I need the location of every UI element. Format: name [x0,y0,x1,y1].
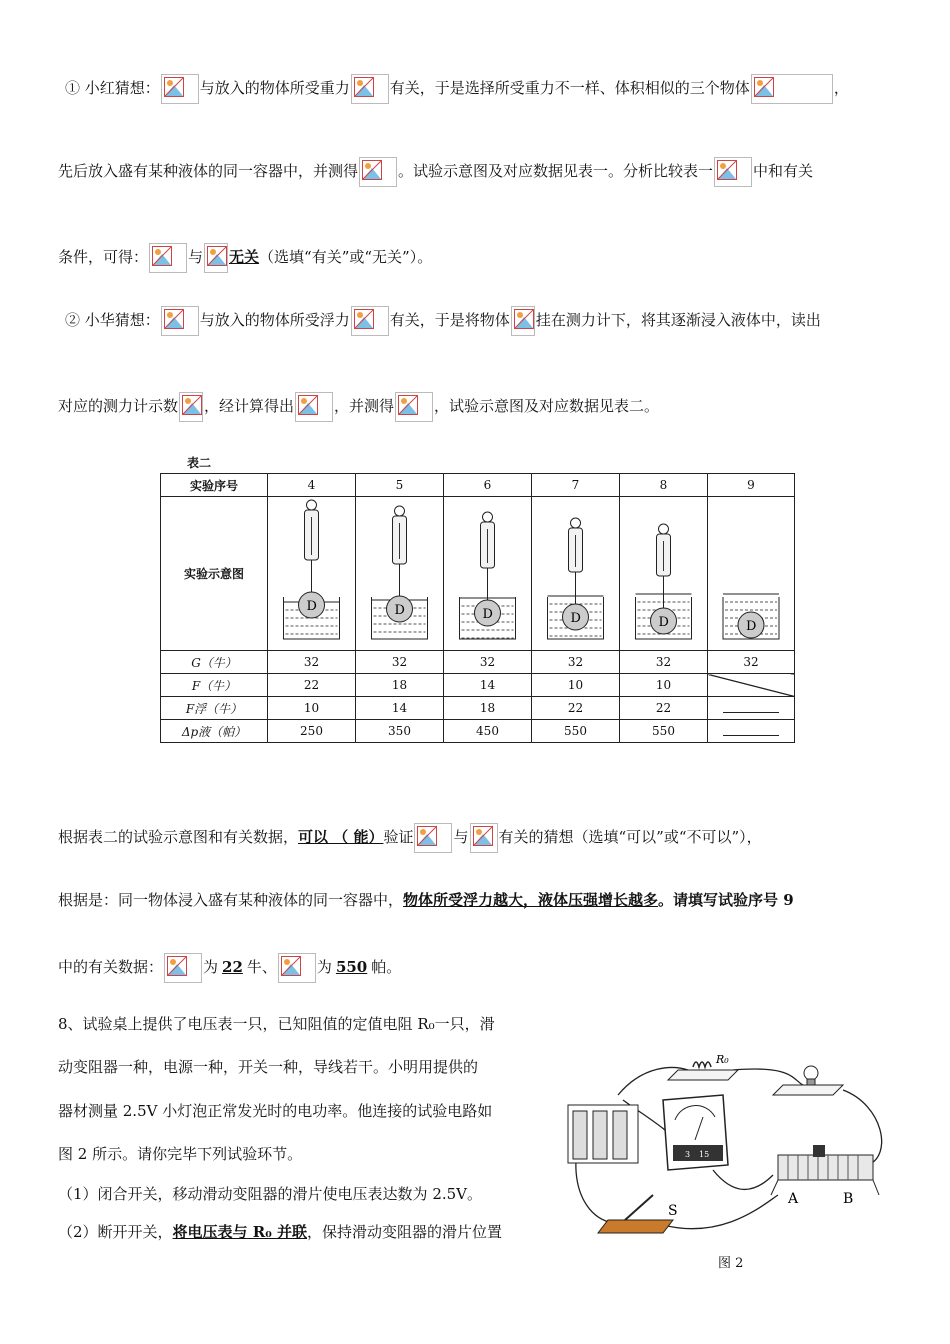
text: 与 [453,828,469,846]
spring-scale-diagram [268,497,355,647]
table-row-label: 实验示意图 [161,497,268,651]
q8-line [58,1221,502,1243]
q8-line: （1）闭合开关，移动滑动变阻器的滑片使电压表达数为 2.5V。 [58,1185,483,1203]
table-cell: 32 [532,651,620,674]
text: ② 小华猜想： [65,311,160,329]
text: 与放入的物体所受重力 [199,79,350,97]
image-placeholder-icon [161,74,199,104]
text: 根据是：同一物体浸入盛有某种液体的同一容器中， [58,891,404,909]
experiment-diagram [708,497,795,651]
experiment-diagram [268,497,356,651]
image-placeholder-icon [164,953,202,983]
table-cell: 14 [444,674,532,697]
table-col-header: 9 [708,474,795,497]
ball-d-label: D [570,611,581,626]
image-placeholder-icon [395,392,433,422]
voltmeter-3-label: 3 [685,1150,691,1159]
image-placeholder-icon [751,74,833,104]
text: 为 [316,958,332,976]
text: 有关，于是将物体 [389,311,510,329]
text: 与 [188,248,204,266]
table-row-label: G（牛） [161,651,268,674]
table-col-header: 4 [268,474,356,497]
spring-scale-diagram [356,497,443,647]
experiment-diagram [356,497,444,651]
image-placeholder-icon [149,243,187,273]
text: 验证 [383,828,414,846]
image-placeholder-icon [278,953,316,983]
answer-text: 无关 [229,248,260,266]
answer-text: 将电压表与 R₀ 并联 [172,1223,308,1241]
table-row-label: Δp液（帕） [161,720,268,743]
table-cell-blank [708,720,795,743]
image-placeholder-icon [351,306,389,336]
image-placeholder-icon [161,306,199,336]
table-cell: 10 [268,697,356,720]
answer-text: 550 [335,958,368,976]
table-header-row [161,474,795,497]
para-line-2 [58,157,813,187]
text: ， [833,79,849,97]
answer-text: 可以 （ 能） [298,828,384,846]
text: ，保持滑动变阻器的滑片位置 [307,1223,503,1241]
image-placeholder-icon [359,157,397,187]
image-placeholder-icon [714,157,752,187]
table-col-header: 6 [444,474,532,497]
text: （2）断开开关， [58,1223,173,1241]
q8-line: 动变阻器一种，电源一种，开关一种，导线若干。小明用提供的 [58,1058,479,1076]
image-placeholder-icon [414,823,452,853]
table-cell: 350 [356,720,444,743]
ball-d-label: D [482,607,493,622]
table-col-header: 8 [620,474,708,497]
experiment-diagram [620,497,708,651]
table-row [161,720,795,743]
table-cell: 250 [268,720,356,743]
spring-scale-diagram [532,497,619,647]
voltmeter-15-label: 15 [699,1150,710,1159]
answer-text: 物体所受浮力越大，液体压强增长越多 [403,891,659,909]
ball-d-label: D [306,599,317,614]
image-placeholder-icon [295,392,333,422]
para-line-3 [58,243,432,273]
experiment-diagram [532,497,620,651]
text: 根据表二的试验示意图和有关数据， [58,828,299,846]
para-line-6 [58,823,762,853]
image-placeholder-icon [351,74,389,104]
table-row [161,674,795,697]
table-col-header: 7 [532,474,620,497]
table-cell: 22 [268,674,356,697]
text: 先后放入盛有某种液体的同一容器中，并测得 [58,162,359,180]
text: 对应的测力计示数 [58,397,179,415]
terminal-a-label: A [788,1191,799,1207]
text: 为 [203,958,219,976]
table-cell: 550 [532,720,620,743]
switch-s-label: S [668,1203,678,1219]
table-cell: 22 [532,697,620,720]
ball-d-label: D [746,619,757,634]
image-placeholder-icon [511,306,535,336]
ball-d-label: D [394,603,405,618]
spring-scale-diagram [444,497,531,647]
table-row-label: F（牛） [161,674,268,697]
text: 挂在测力计下，将其逐渐浸入液体中，读出 [535,311,821,329]
table-cell: 32 [268,651,356,674]
table-cell: 18 [356,674,444,697]
table-cell-blank [708,697,795,720]
table-header-label: 实验序号 [161,474,268,497]
table-col-header: 5 [356,474,444,497]
table-row [161,697,795,720]
q8-line: 图 2 所示。请你完毕下列试验环节。 [58,1145,303,1163]
image-placeholder-icon [179,392,203,422]
text: 帕。 [371,958,402,976]
table-cell: 10 [532,674,620,697]
q8-line: 8、试验桌上提供了电压表一只，已知阻值的定值电阻 R₀一只，滑 [58,1015,495,1033]
figure-caption: 图 2 [718,1256,744,1271]
text: 有关的猜想（选填“可以”或“不可以”）， [498,828,762,846]
table-cell: 10 [620,674,708,697]
text: （选填“有关”或“无关”）。 [259,248,433,266]
table-cell: 18 [444,697,532,720]
para-line-8 [58,953,401,983]
sunk-ball-diagram [708,497,794,647]
ball-d-label: D [658,615,669,630]
table-row [161,651,795,674]
para-line-1 [65,74,849,104]
text: 中的有关数据： [58,958,164,976]
table-cell: 22 [620,697,708,720]
para-line-5 [58,392,659,422]
text: ，并测得 [334,397,395,415]
table-row-label: F浮（牛） [161,697,268,720]
image-placeholder-icon [204,243,228,273]
table-cell: 32 [708,651,795,674]
text: 与放入的物体所受浮力 [199,311,350,329]
table-cell-diagonal [708,674,795,697]
text: 有关，于是选择所受重力不一样、体积相似的三个物体 [389,79,750,97]
table-diagram-row [161,497,795,651]
text: ，试验示意图及对应数据见表二。 [434,397,660,415]
q8-line: 器材测量 2.5V 小灯泡正常发光时的电功率。他连接的试验电路如 [58,1102,493,1120]
text: 条件，可得： [58,248,149,266]
table-caption: 表二 [187,456,212,470]
text: ，经计算得出 [204,397,295,415]
table-cell: 32 [356,651,444,674]
table-cell: 14 [356,697,444,720]
text: 牛、 [246,958,277,976]
experiment-diagram [444,497,532,651]
data-table [160,473,795,743]
text: 。试验示意图及对应数据见表一。分析比较表一 [398,162,714,180]
answer-text: 22 [222,958,243,976]
terminal-b-label: B [843,1191,854,1207]
para-line-7 [58,889,794,911]
table-cell: 550 [620,720,708,743]
text: 。请填写试验序号 9 [658,891,794,909]
text: 中和有关 [753,162,814,180]
table-cell: 32 [444,651,532,674]
circuit-figure [563,1045,893,1245]
spring-scale-diagram [620,497,707,647]
table-cell: 32 [620,651,708,674]
table-cell: 450 [444,720,532,743]
r0-label: R₀ [716,1053,729,1066]
para-line-4 [65,306,821,336]
text: ① 小红猜想： [65,79,160,97]
image-placeholder-icon [470,823,498,853]
